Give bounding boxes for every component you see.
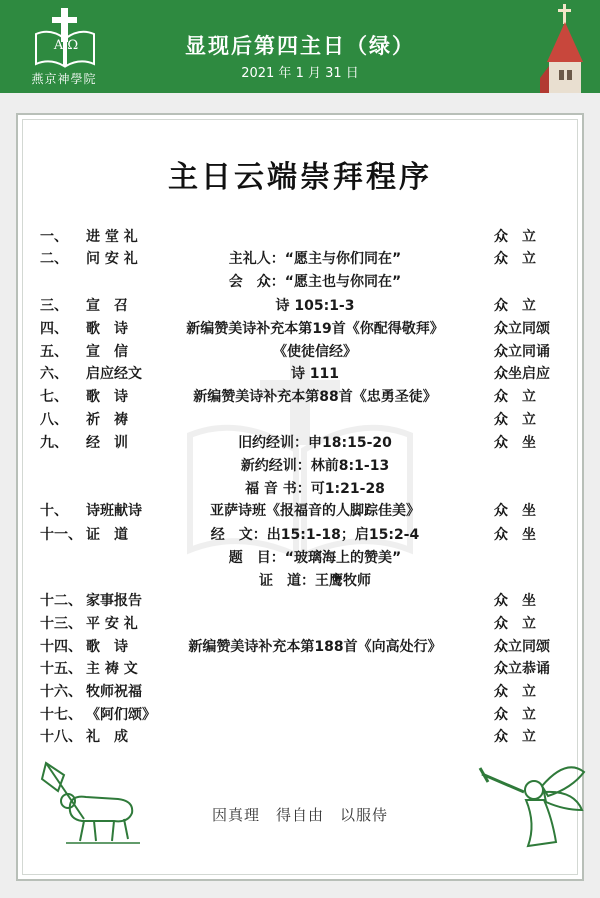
row-detail: 新约经训：林前8:1-13 (240, 458, 390, 474)
row-posture: 众坐启应 (494, 366, 550, 382)
program-row (0, 409, 600, 431)
logo-letters: A Ω (53, 38, 79, 53)
row-detail: 福 音 书：可1:21-28 (245, 481, 385, 497)
row-item-name: 宣 信 (86, 344, 128, 360)
row-detail: 新编赞美诗补充本第19首《你配得敬拜》 (186, 321, 444, 337)
program-row (0, 613, 600, 635)
row-detail: 旧约经训：申18:15-20 (238, 435, 392, 451)
row-posture: 众 立 (494, 616, 536, 632)
row-posture: 众立同颂 (494, 639, 550, 655)
row-item-name: 《阿们颂》 (86, 707, 156, 723)
program-row (0, 524, 600, 546)
row-posture: 众 坐 (494, 503, 536, 519)
row-item-name: 主 祷 文 (86, 661, 138, 677)
row-number: 二、 (40, 251, 68, 267)
program-row (0, 478, 600, 500)
row-number: 三、 (40, 298, 68, 314)
row-detail: 证 道：王鹰牧师 (259, 573, 371, 589)
program-row (0, 363, 600, 385)
row-number: 一、 (40, 229, 68, 245)
program-row (0, 681, 600, 703)
row-number: 十一、 (40, 527, 82, 543)
program-row (0, 432, 600, 454)
row-detail: 经 文：出15:1-18；启15:2-4 (210, 527, 420, 543)
row-number: 十五、 (40, 661, 82, 677)
row-number: 十八、 (40, 729, 82, 745)
program-title: 主日云端崇拜程序 (168, 160, 432, 195)
program-row (0, 226, 600, 248)
row-item-name: 牧师祝福 (86, 684, 142, 700)
program-row (0, 341, 600, 363)
lamb-with-banner-icon (36, 757, 146, 847)
row-posture: 众 坐 (494, 593, 536, 609)
program-row (0, 455, 600, 477)
row-detail: 诗 105:1-3 (275, 298, 355, 314)
program-row (0, 570, 600, 592)
row-item-name: 礼 成 (86, 729, 128, 745)
program-row (0, 386, 600, 408)
row-detail: 诗 111 (290, 366, 340, 382)
row-posture: 众 立 (494, 729, 536, 745)
row-number: 八、 (40, 412, 68, 428)
row-posture: 众 立 (494, 707, 536, 723)
page-title: 显现后第四主日（绿） (185, 34, 415, 58)
program-row (0, 271, 600, 293)
row-number: 十三、 (40, 616, 82, 632)
row-item-name: 证 道 (86, 527, 128, 543)
row-detail: 新编赞美诗补充本第188首《向高处行》 (188, 639, 442, 655)
row-number: 七、 (40, 389, 68, 405)
row-item-name: 经 训 (86, 435, 128, 451)
row-posture: 众 立 (494, 389, 536, 405)
row-number: 六、 (40, 366, 68, 382)
row-item-name: 平 安 礼 (86, 616, 138, 632)
row-item-name: 进 堂 礼 (86, 229, 138, 245)
row-detail: 新编赞美诗补充本第88首《忠勇圣徒》 (193, 389, 437, 405)
row-item-name: 歌 诗 (86, 389, 128, 405)
program-row (0, 658, 600, 680)
program-row (0, 500, 600, 522)
program-row (0, 547, 600, 569)
row-detail: 会 众：“愿主也与你同在” (228, 274, 402, 290)
program-row (0, 295, 600, 317)
row-posture: 众立同颂 (494, 321, 550, 337)
row-item-name: 宣 召 (86, 298, 128, 314)
row-posture: 众立同诵 (494, 344, 550, 360)
row-number: 四、 (40, 321, 68, 337)
service-date: 2021 年 1 月 31 日 (241, 66, 359, 81)
row-posture: 众 立 (494, 298, 536, 314)
row-posture: 众 立 (494, 229, 536, 245)
row-number: 十六、 (40, 684, 82, 700)
logo-caption: 燕京神學院 (31, 72, 97, 86)
row-detail: 题 目：“玻璃海上的赞美” (228, 550, 402, 566)
row-posture: 众 坐 (494, 527, 536, 543)
row-item-name: 诗班献诗 (86, 503, 142, 519)
program-row (0, 704, 600, 726)
row-item-name: 问 安 礼 (86, 251, 138, 267)
row-posture: 众立恭诵 (494, 661, 550, 677)
row-detail: 亚萨诗班《报福音的人脚踪佳美》 (210, 503, 420, 519)
row-number: 十七、 (40, 707, 82, 723)
row-item-name: 歌 诗 (86, 321, 128, 337)
row-number: 十、 (40, 503, 68, 519)
program-row (0, 590, 600, 612)
row-item-name: 歌 诗 (86, 639, 128, 655)
row-item-name: 家事报告 (86, 593, 142, 609)
row-detail: 主礼人：“愿主与你们同在” (228, 251, 402, 267)
row-posture: 众 立 (494, 412, 536, 428)
row-item-name: 祈 祷 (86, 412, 128, 428)
row-posture: 众 立 (494, 684, 536, 700)
row-item-name: 启应经文 (86, 366, 142, 382)
program-row (0, 726, 600, 748)
program-row (0, 318, 600, 340)
motto: 因真理 得自由 以服侍 (211, 806, 388, 824)
row-number: 九、 (40, 435, 68, 451)
program-row (0, 248, 600, 270)
header-bar (0, 0, 600, 93)
row-number: 十四、 (40, 639, 82, 655)
row-number: 十二、 (40, 593, 82, 609)
row-number: 五、 (40, 344, 68, 360)
church-tower-icon (535, 0, 595, 93)
row-detail: 《使徒信经》 (273, 344, 357, 360)
trumpet-angel-icon (478, 752, 588, 852)
row-posture: 众 坐 (494, 435, 536, 451)
row-posture: 众 立 (494, 251, 536, 267)
program-row (0, 636, 600, 658)
